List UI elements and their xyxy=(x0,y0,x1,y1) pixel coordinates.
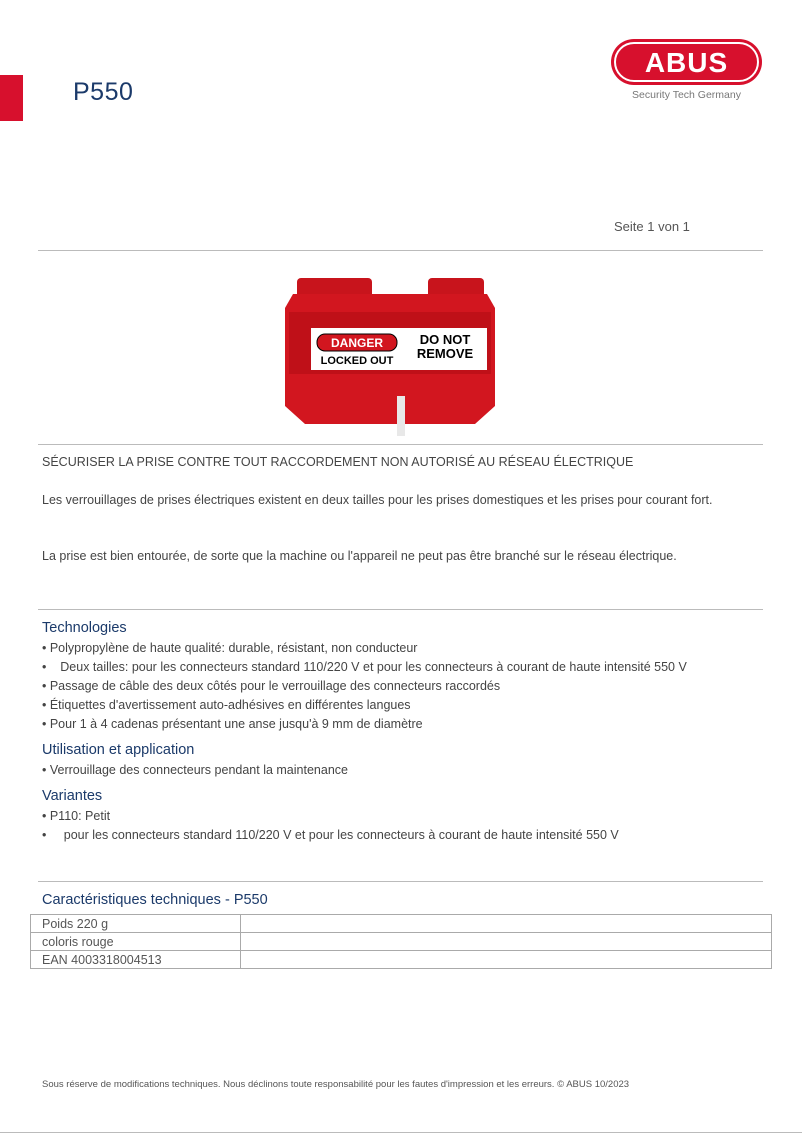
table-cell: coloris rouge xyxy=(31,933,241,951)
section-heading: Technologies xyxy=(42,620,127,636)
page-title: P550 xyxy=(73,78,134,106)
specs-heading: Caractéristiques techniques - P550 xyxy=(42,892,268,908)
page-number: Seite 1 von 1 xyxy=(614,219,690,234)
abus-logo xyxy=(610,38,763,86)
divider xyxy=(38,250,763,251)
product-image xyxy=(285,278,495,440)
intro-paragraph: La prise est bien entourée, de sorte que la machine ou l'appareil ne peut pas être branché sur le réseau électrique. xyxy=(42,549,677,563)
table-cell xyxy=(241,933,772,951)
divider xyxy=(38,609,763,610)
specs-table xyxy=(30,914,772,969)
list-item: • Étiquettes d'avertissement auto-adhésives en différentes langues xyxy=(42,698,411,712)
table-cell xyxy=(241,915,772,933)
list-item: • P110: Petit xyxy=(42,809,111,823)
table-cell: EAN 4003318004513 xyxy=(31,951,241,969)
svg-text:LOCKED OUT: LOCKED OUT xyxy=(320,355,394,367)
table-row xyxy=(31,915,772,933)
list-item: • Pour 1 à 4 cadenas présentant une anse jusqu'à 9 mm de diamètre xyxy=(42,717,423,731)
feature-sections xyxy=(42,620,762,845)
list-item: • Verrouillage des connecteurs pendant la maintenance xyxy=(42,763,348,777)
intro-headline: SÉCURISER LA PRISE CONTRE TOUT RACCORDEMENT NON AUTORISÉ AU RÉSEAU ÉLECTRIQUE xyxy=(42,455,634,469)
section-heading: Utilisation et application xyxy=(42,742,195,758)
svg-text:DO NOT: DO NOT xyxy=(419,332,471,347)
divider xyxy=(38,881,763,882)
list-item: • pour les connecteurs standard 110/220 V et pour les connecteurs à courant de haute intensité 550 V xyxy=(42,828,619,842)
section-heading: Variantes xyxy=(42,788,103,804)
brand-bar xyxy=(0,75,23,121)
table-cell xyxy=(241,951,772,969)
table-row xyxy=(31,933,772,951)
list-item: • Polypropylène de haute qualité: durable, résistant, non conducteur xyxy=(42,641,418,655)
list-item: • Passage de câble des deux côtés pour le verrouillage des connecteurs raccordés xyxy=(42,679,501,693)
bottom-border xyxy=(0,1132,802,1133)
svg-text:DANGER: DANGER xyxy=(330,336,384,350)
divider xyxy=(38,444,763,445)
list-item: • Deux tailles: pour les connecteurs standard 110/220 V et pour les connecteurs à courant de haute intensité 550 V xyxy=(42,660,687,674)
footer-disclaimer: Sous réserve de modifications techniques. Nous déclinons toute responsabilité pour les fautes d'impression et les erreurs. © ABUS 10/2023 xyxy=(42,1079,630,1090)
svg-text:ABUS: ABUS xyxy=(644,47,729,78)
table-cell: Poids 220 g xyxy=(31,915,241,933)
intro-paragraph: Les verrouillages de prises électriques existent en deux tailles pour les prises domestiques et les prises pour courant fort. xyxy=(42,493,713,507)
logo-tagline: Security Tech Germany xyxy=(632,89,741,101)
svg-text:REMOVE: REMOVE xyxy=(416,346,474,361)
table-row xyxy=(31,951,772,969)
